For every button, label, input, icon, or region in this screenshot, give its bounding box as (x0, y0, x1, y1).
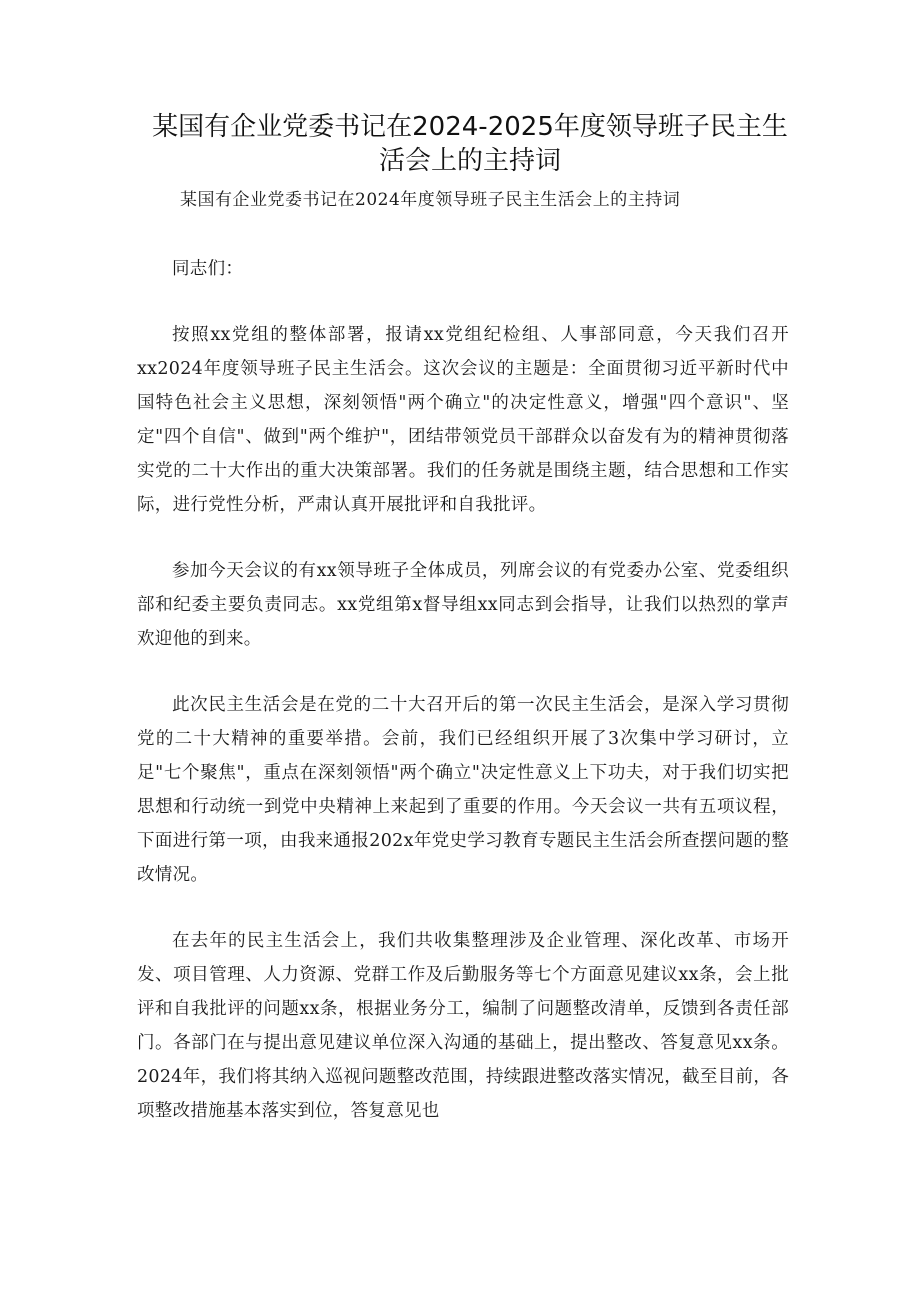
document-title: 某国有企业党委书记在2024-2025年度领导班子民主生活会上的主持词 (152, 112, 788, 176)
paragraph: 在去年的民主生活会上，我们共收集整理涉及企业管理、深化改革、市场开发、项目管理、人力资源、党群工作及后勤服务等七个方面意见建议xx条，会上批评和自我批评的问题xx条，根据业务分工，编制了问题整改清单，反馈到各责任部门。各部门在与提出意见建议单位深入沟通的基础上，提出整改、答复意见xx条。2024年，我们将其纳入巡视问题整改范围，持续跟进整改落实情况，截至目前，各项整改措施基本落实到位，答复意见也 (137, 931, 789, 1121)
paragraph: 此次民主生活会是在党的二十大召开后的第一次民主生活会，是深入学习贯彻党的二十大精神的重要举措。会前，我们已经组织开展了3次集中学习研讨，立足"七个聚焦"，重点在深刻领悟"两个确立"决定性意义上下功夫，对于我们切实把思想和行动统一到党中央精神上来起到了重要的作用。今天会议一共有五项议程，下面进行第一项，由我来通报202x年党史学习教育专题民主生活会所查摆问题的整改情况。 (137, 695, 789, 885)
greeting: 同志们： (172, 259, 244, 279)
document-subtitle: 某国有企业党委书记在2024年度领导班子民主生活会上的主持词 (180, 190, 681, 210)
paragraph: 按照xx党组的整体部署，报请xx党组纪检组、人事部同意，今天我们召开xx2024年度领导班子民主生活会。这次会议的主题是：全面贯彻习近平新时代中国特色社会主义思想，深刻领悟"两个确立"的决定性意义，增强"四个意识"、坚定"四个自信"、做到"两个维护"，团结带领党员干部群众以奋发有为的精神贯彻落实党的二十大作出的重大决策部署。我们的任务就是围绕主题，结合思想和工作实际，进行党性分析，严肃认真开展批评和自我批评。 (137, 325, 789, 515)
paragraph: 参加今天会议的有xx领导班子全体成员，列席会议的有党委办公室、党委组织部和纪委主要负责同志。xx党组第x督导组xx同志到会指导，让我们以热烈的掌声欢迎他的到来。 (137, 561, 789, 649)
document-body (137, 252, 789, 1160)
